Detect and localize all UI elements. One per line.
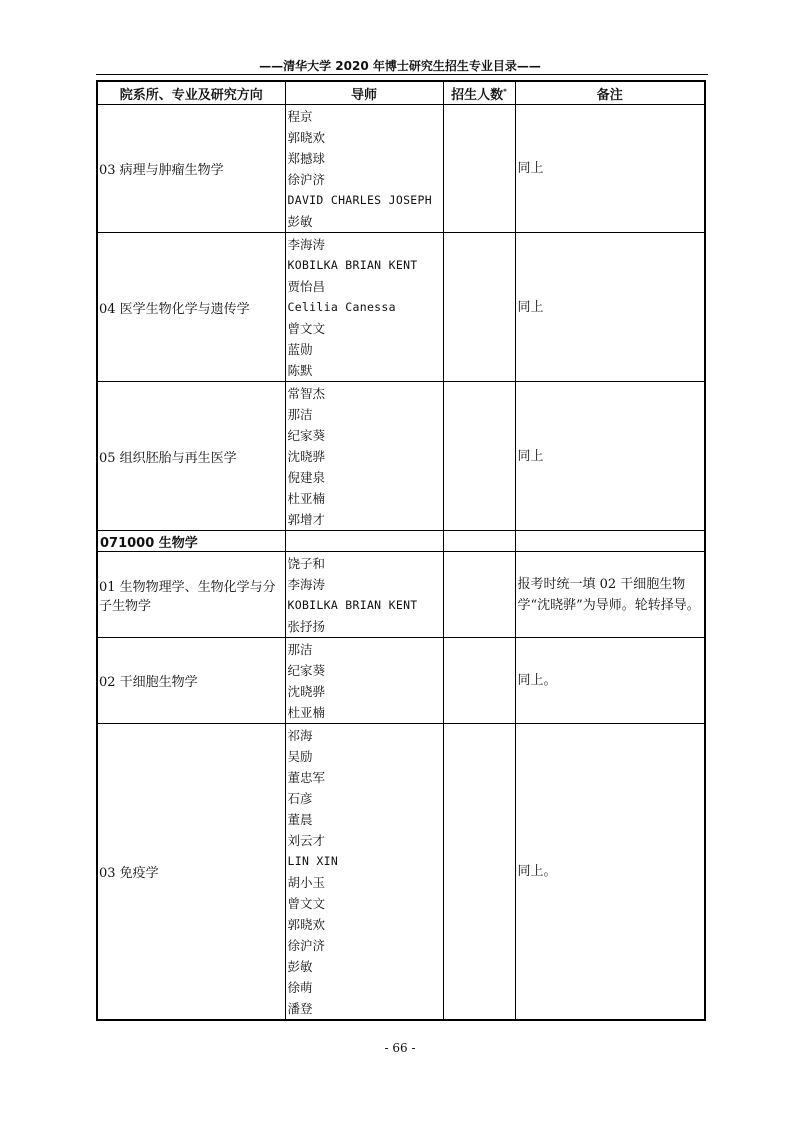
col-header-advisor: 导师 — [285, 81, 443, 105]
advisor-name: 石彦 — [287, 791, 313, 806]
advisor-list — [285, 105, 443, 233]
advisor-name: LIN XIN — [287, 854, 339, 868]
advisor-name: 那洁 — [287, 407, 313, 422]
advisor-name: 董晨 — [287, 812, 313, 827]
empty-cell — [285, 531, 443, 552]
major-row — [97, 531, 705, 552]
advisor-name: 徐沪济 — [287, 172, 326, 187]
advisor-name: 胡小玉 — [287, 875, 326, 890]
note-cell: 同上。 — [515, 638, 705, 724]
advisor-name: 董忠军 — [287, 770, 326, 785]
col-header-note: 备注 — [515, 81, 705, 105]
research-direction: 02 干细胞生物学 — [97, 638, 285, 724]
advisor-list — [285, 382, 443, 531]
advisor-name: 曾文文 — [287, 321, 326, 336]
table-body — [97, 105, 705, 1021]
advisor-name: 潘登 — [287, 1001, 313, 1016]
col-header-quota — [443, 81, 515, 105]
research-direction: 04 医学生物化学与遗传学 — [97, 233, 285, 382]
catalog-table — [96, 80, 706, 1021]
advisor-name: 郭增才 — [287, 512, 326, 527]
research-direction: 03 免疫学 — [97, 724, 285, 1021]
advisor-list — [285, 638, 443, 724]
advisor-name: 饶子和 — [287, 556, 326, 571]
advisor-name: 郭晓欢 — [287, 130, 326, 145]
advisor-name: 杜亚楠 — [287, 491, 326, 506]
advisor-name: 程京 — [287, 109, 313, 124]
advisor-name: 李海涛 — [287, 577, 326, 592]
advisor-name: 郭晓欢 — [287, 917, 326, 932]
advisor-name: 常智杰 — [287, 386, 326, 401]
advisor-name: 陈默 — [287, 363, 313, 378]
quota-cell — [443, 105, 515, 233]
note-cell: 同上 — [515, 233, 705, 382]
advisor-name: Celilia Canessa — [287, 300, 396, 314]
advisor-name: KOBILKA BRIAN KENT — [287, 598, 418, 612]
research-direction: 01 生物物理学、生物化学与分子生物学 — [97, 552, 285, 638]
advisor-name: 祁海 — [287, 728, 313, 743]
note-cell: 同上 — [515, 382, 705, 531]
advisor-name: 彭敏 — [287, 959, 313, 974]
advisor-list — [285, 724, 443, 1021]
advisor-name: 刘云才 — [287, 833, 326, 848]
note-cell: 同上。 — [515, 724, 705, 1021]
empty-cell — [443, 531, 515, 552]
advisor-name: 沈晓骅 — [287, 684, 326, 699]
advisor-name: DAVID CHARLES JOSEPH — [287, 193, 432, 207]
direction-row — [97, 552, 705, 638]
header-rule — [96, 74, 708, 75]
direction-row — [97, 105, 705, 233]
note-cell: 同上 — [515, 105, 705, 233]
empty-cell — [515, 531, 705, 552]
advisor-name: 郑撼球 — [287, 151, 326, 166]
quota-cell — [443, 382, 515, 531]
advisor-name: 纪家葵 — [287, 663, 326, 678]
research-direction: 05 组织胚胎与再生医学 — [97, 382, 285, 531]
direction-row — [97, 233, 705, 382]
direction-row — [97, 724, 705, 1021]
advisor-list — [285, 552, 443, 638]
advisor-name: 倪建泉 — [287, 470, 326, 485]
direction-row — [97, 382, 705, 531]
advisor-name: 彭敏 — [287, 214, 313, 229]
advisor-name: KOBILKA BRIAN KENT — [287, 258, 418, 272]
advisor-name: 沈晓骅 — [287, 449, 326, 464]
advisor-name: 徐沪济 — [287, 938, 326, 953]
col-header-quota-label: 招生人数 — [451, 87, 504, 103]
advisor-list — [285, 233, 443, 382]
direction-row — [97, 638, 705, 724]
research-direction: 03 病理与肿瘤生物学 — [97, 105, 285, 233]
advisor-name: 纪家葵 — [287, 428, 326, 443]
advisor-name: 李海涛 — [287, 237, 326, 252]
page-number: - 66 - — [384, 1041, 416, 1055]
major-title: 071000 生物学 — [97, 531, 285, 552]
advisor-name: 张抒扬 — [287, 619, 326, 634]
advisor-name: 徐萌 — [287, 980, 313, 995]
table-header-row — [97, 81, 705, 105]
advisor-name: 吴励 — [287, 749, 313, 764]
advisor-name: 蓝勋 — [287, 342, 313, 357]
note-cell: 报考时统一填 02 干细胞生物学“沈晓骅”为导师。轮转择导。 — [515, 552, 705, 638]
quota-footnote-mark: * — [503, 87, 507, 96]
advisor-name: 杜亚楠 — [287, 705, 326, 720]
advisor-name: 曾文文 — [287, 896, 326, 911]
quota-cell — [443, 552, 515, 638]
quota-cell — [443, 638, 515, 724]
advisor-name: 那洁 — [287, 642, 313, 657]
quota-cell — [443, 233, 515, 382]
col-header-direction: 院系所、专业及研究方向 — [97, 81, 285, 105]
quota-cell — [443, 724, 515, 1021]
page-header: ——清华大学 2020 年博士研究生招生专业目录—— — [259, 59, 541, 73]
advisor-name: 贾怡昌 — [287, 279, 326, 294]
